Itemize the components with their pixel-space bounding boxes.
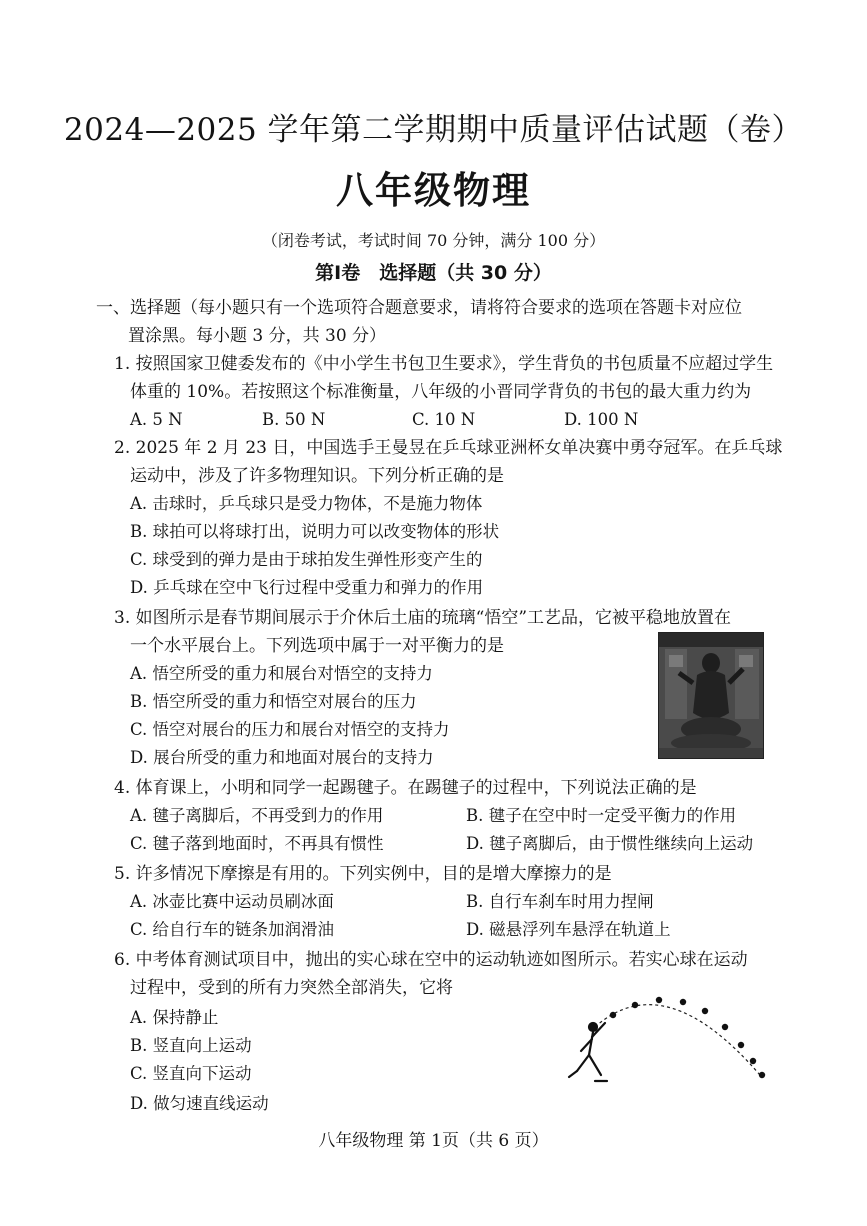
subject-title: 八年级物理 [336, 169, 531, 212]
question-stem: 2. 2025 年 2 月 23 日，中国选手王曼昱在乒乓球亚洲杯女单决赛中勇夺冠军。在乒乓球 [114, 438, 783, 458]
question-stem: 5. 许多情况下摩擦是有用的。下列实例中，目的是增大摩擦力的是 [114, 864, 612, 884]
part-heading: 第Ⅰ卷 选择题（共 30 分） [315, 262, 552, 284]
exam-note: （闭卷考试，考试时间 70 分钟，满分 100 分） [261, 231, 606, 250]
trajectory-figure [555, 985, 775, 1095]
option-c: C. 竖直向下运动 [130, 1064, 252, 1083]
option-d: D. 磁悬浮列车悬浮在轨道上 [466, 920, 671, 939]
option-c: C. 毽子落到地面时，不再具有惯性 [130, 834, 384, 853]
option-b: B. 球拍可以将球打出，说明力可以改变物体的形状 [130, 522, 500, 541]
question-stem: 3. 如图所示是春节期间展示于介休后土庙的琉璃“悟空”工艺品，它被平稳地放置在 [114, 608, 732, 628]
page-footer: 八年级物理 第 1页（共 6 页） [318, 1131, 549, 1151]
exam-title: 2024—2025 学年第二学期期中质量评估试题（卷） [63, 112, 804, 148]
section-instruction-line1: 一、选择题（每小题只有一个选项符合题意要求，请将符合要求的选项在答题卡对应位 [96, 298, 742, 318]
option-d: D. 做匀速直线运动 [130, 1094, 269, 1113]
question-stem: 4. 体育课上，小明和同学一起踢毽子。在踢毽子的过程中，下列说法正确的是 [114, 778, 697, 798]
option-c: C. 10 N [412, 410, 476, 429]
option-d: D. 乒乓球在空中飞行过程中受重力和弹力的作用 [130, 578, 484, 597]
question-stem: 过程中，受到的所有力突然全部消失，它将 [130, 978, 453, 998]
option-a: A. 5 N [130, 410, 183, 429]
section-instruction-line2: 置涂黑。每小题 3 分，共 30 分） [128, 326, 387, 346]
option-a: A. 毽子离脚后，不再受到力的作用 [130, 806, 384, 825]
option-a: A. 悟空所受的重力和展台对悟空的支持力 [130, 664, 433, 683]
option-d: D. 100 N [564, 410, 639, 429]
option-a: A. 击球时，乒乓球只是受力物体，不是施力物体 [130, 494, 483, 513]
option-a: A. 保持静止 [130, 1008, 219, 1027]
question-stem: 一个水平展台上。下列选项中属于一对平衡力的是 [130, 636, 504, 656]
question-stem: 体重的 10%。若按照这个标准衡量，八年级的小晋同学背负的书包的最大重力约为 [130, 382, 752, 402]
option-b: B. 自行车刹车时用力捏闸 [466, 892, 654, 911]
option-b: B. 50 N [262, 410, 326, 429]
wukong-photo [658, 632, 764, 759]
question-stem: 运动中，涉及了许多物理知识。下列分析正确的是 [130, 466, 504, 486]
option-b: B. 毽子在空中时一定受平衡力的作用 [466, 806, 737, 825]
option-b: B. 竖直向上运动 [130, 1036, 252, 1055]
question-stem: 6. 中考体育测试项目中，抛出的实心球在空中的运动轨迹如图所示。若实心球在运动 [114, 950, 748, 970]
option-d: D. 展台所受的重力和地面对展台的支持力 [130, 748, 434, 767]
option-c: C. 给自行车的链条加润滑油 [130, 920, 335, 939]
option-b: B. 悟空所受的重力和悟空对展台的压力 [130, 692, 417, 711]
option-c: C. 悟空对展台的压力和展台对悟空的支持力 [130, 720, 450, 739]
option-a: A. 冰壶比赛中运动员刷冰面 [130, 892, 334, 911]
question-stem: 1. 按照国家卫健委发布的《中小学生书包卫生要求》，学生背负的书包质量不应超过学生 [114, 354, 774, 374]
option-c: C. 球受到的弹力是由于球拍发生弹性形变产生的 [130, 550, 483, 569]
option-d: D. 毽子离脚后，由于惯性继续向上运动 [466, 834, 754, 853]
